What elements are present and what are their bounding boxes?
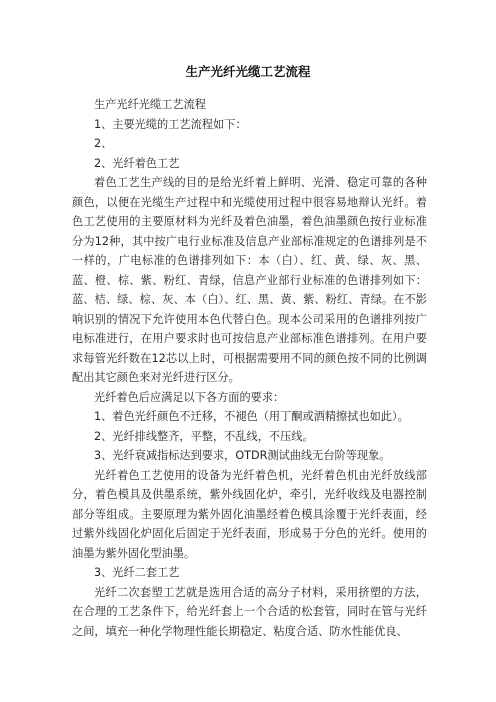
paragraph: 光纤二次套塑工艺就是选用合适的高分子材料，采用挤塑的方法，在合理的工艺条件下，给光纤套上一个合适的松套管，同时在管与光纤之间，填充一种化学物理性能长期稳定、粘度合适、防水性能优良、 bbox=[72, 585, 427, 638]
list-item: 3、光纤衰减指标达到要求，OTDR测试曲线无台阶等现象。 bbox=[94, 449, 391, 462]
list-item: 1、着色光纤颜色不迁移，不褪色（用丁酮或酒精擦拭也如此）。 bbox=[94, 410, 409, 423]
paragraph: 光纤着色后应满足以下各方面的要求： bbox=[94, 390, 285, 404]
paragraph: 2、 bbox=[94, 137, 113, 150]
paragraph: 1、主要光缆的工艺流程如下： bbox=[94, 117, 247, 131]
paragraph: 着色工艺生产线的目的是给光纤着上鲜明、光滑、稳定可靠的各种颜色，以便在光缆生产过程中和光缆使用过程中很容易地辩认光纤。着色工艺使用的主要原材料为光纤及着色油墨，着色油墨颜色按行业标准分为12种，其中按广电行业标准及信息产业部标准规定的色谱排列是不一样的，广电标准的色谱排列如下：本（白）、红、黄、绿、灰、黑、蓝、橙、棕、紫、粉红、青绿，信息产业部行业标准的色谱排列如下：蓝、桔、绿、棕、灰、本（白）、红、黑、黄、紫、粉红、青绿。在不影响识别的情况下允许使用本色代替白色。现本公司采用的色谱排列按广电标准进行，在用户要求时也可按信息产业部标准色谱排列。在用户要求每管光纤数在12芯以上时，可根据需要用不同的颜色按不同的比例调配出其它颜色来对光纤进行区分。 bbox=[72, 176, 427, 384]
document-body bbox=[72, 95, 427, 641]
paragraph: 光纤着色工艺使用的设备为光纤着色机，光纤着色机由光纤放线部分，着色模具及供墨系统，紫外线固化炉，牵引，光纤收线及电器控制部分等组成。主要原理为紫外固化油墨经着色模具涂覆于光纤表面，经过紫外线固化炉固化后固定于光纤表面，形成易于分色的光纤。使用的油墨为紫外固化型油墨。 bbox=[72, 468, 427, 560]
paragraph: 生产光纤光缆工艺流程 bbox=[94, 98, 206, 111]
list-item: 2、光纤排线整齐，平整，不乱线，不压线。 bbox=[94, 429, 314, 443]
document-title: 生产光纤光缆工艺流程 bbox=[185, 64, 311, 79]
section-heading: 3、光纤二套工艺 bbox=[94, 566, 180, 579]
section-heading: 2、光纤着色工艺 bbox=[94, 156, 180, 170]
